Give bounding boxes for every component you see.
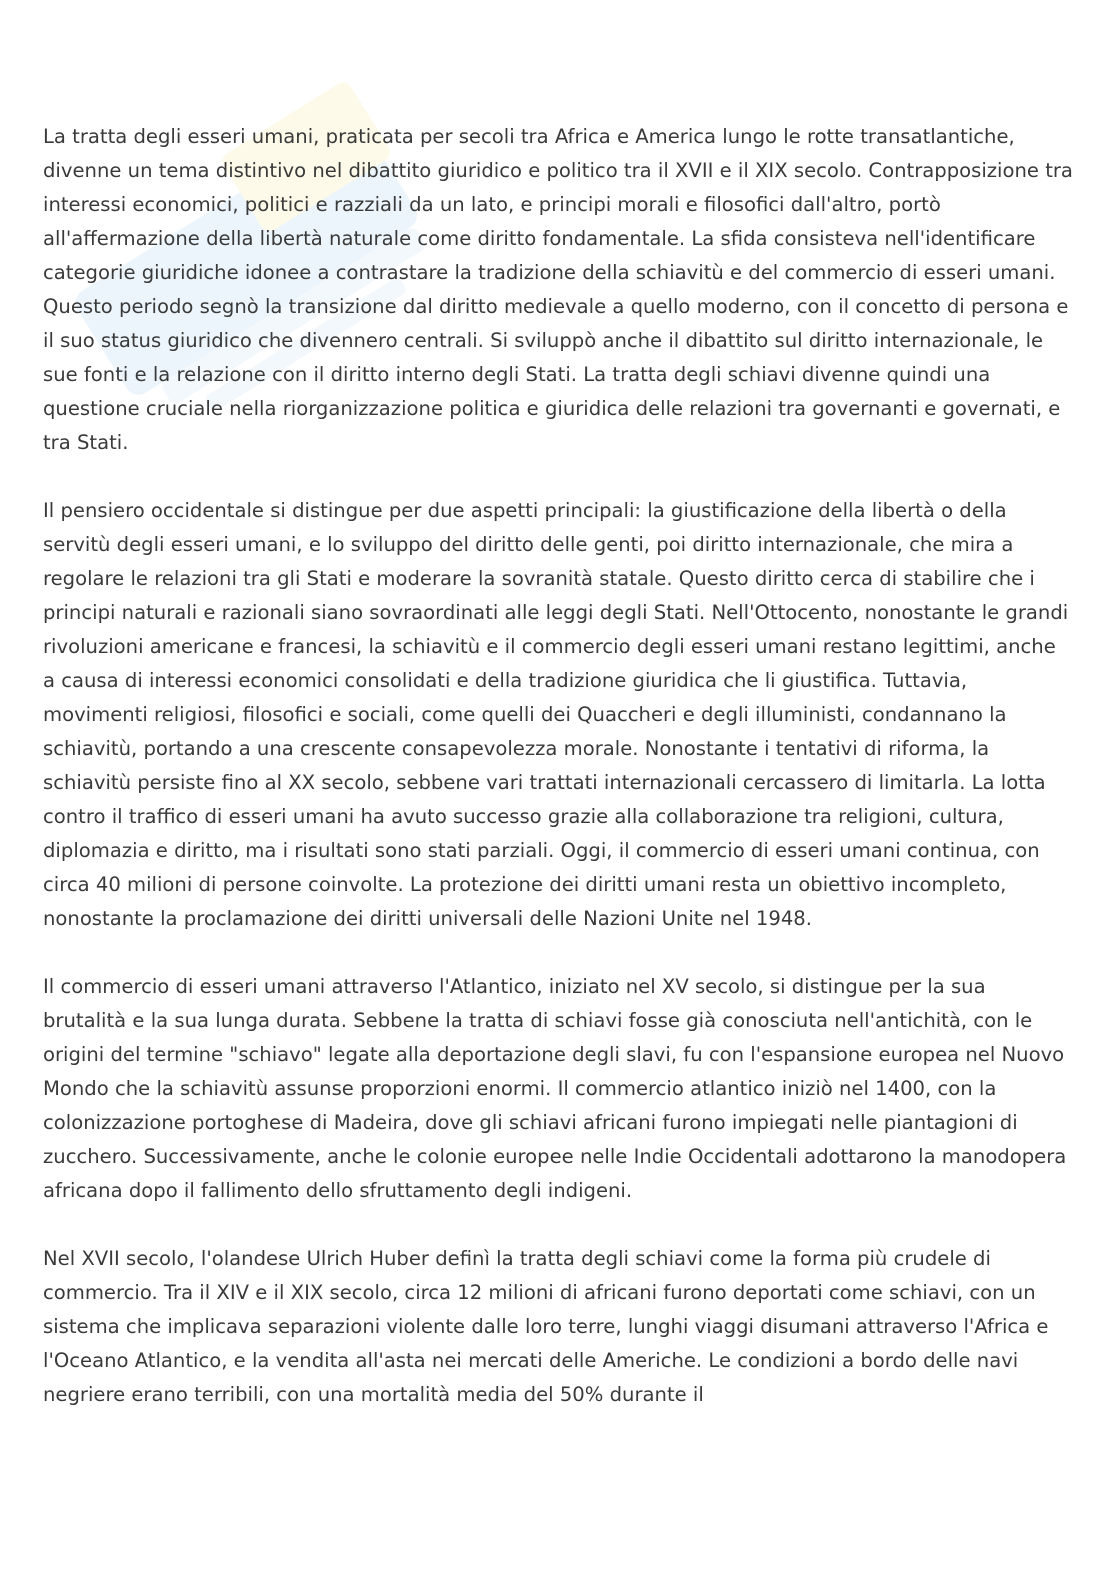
paragraph-2: Il pensiero occidentale si distingue per due aspetti principali: la giustificazione della libertà o della servitù degli esseri umani, e lo sviluppo del diritto delle genti, poi diritto internazionale, che mira a regolare le relazioni tra gli Stati e moderare la sovranità statale. Questo diritto cerca di stabilire che i principi naturali e razionali siano sovraordinati alle leggi degli Stati. Nell'Ottocento, nonostante le grandi rivoluzioni americane e francesi, la schiavitù e il commercio degli esseri umani restano legittimi, anche a causa di interessi economici consolidati e della tradizione giuridica che li giustifica. Tuttavia, movimenti religiosi, filosofici e sociali, come quelli dei Quaccheri e degli illuministi, condannano la schiavitù, portando a una crescente consapevolezza morale. Nonostante i tentativi di riforma, la schiavitù persiste fino al XX secolo, sebbene vari trattati internazionali cercassero di limitarla. La lotta contro il traffico di esseri umani ha avuto successo grazie alla collaborazione tra religioni, cultura, diplomazia e diritto, ma i risultati sono stati parziali. Oggi, il commercio di esseri umani continua, con circa 40 milioni di persone coinvolte. La protezione dei diritti umani resta un obiettivo incompleto, nonostante la proclamazione dei diritti universali delle Nazioni Unite nel 1948.: [43, 499, 1069, 930]
paragraph-4: Nel XVII secolo, l'olandese Ulrich Huber definì la tratta degli schiavi come la forma più crudele di commercio. Tra il XIV e il XIX secolo, circa 12 milioni di africani furono deportati come schiavi, con un sistema che implicava separazioni violente dalle loro terre, lunghi viaggi disumani attraverso l'Africa e l'Oceano Atlantico, e la vendita all'asta nei mercati delle Americhe. Le condizioni a bordo delle navi negriere erano terribili, con una mortalità media del 50% durante il: [43, 1247, 1049, 1406]
paragraph-1: La tratta degli esseri umani, praticata per secoli tra Africa e America lungo le rotte transatlantiche, divenne un tema distintivo nel dibattito giuridico e politico tra il XVII e il XIX secolo. Contrapposizione tra interessi economici, politici e razziali da un lato, e principi morali e filosofici dall'altro, portò all'affermazione della libertà naturale come diritto fondamentale. La sfida consisteva nell'identificare categorie giuridiche idonee a contrastare la tradizione della schiavitù e del commercio di esseri umani. Questo periodo segnò la transizione dal diritto medievale a quello moderno, con il concetto di persona e il suo status giuridico che divennero centrali. Si sviluppò anche il dibattito sul diritto internazionale, le sue fonti e la relazione con il diritto interno degli Stati. La tratta degli schiavi divenne quindi una questione cruciale nella riorganizzazione politica e giuridica delle relazioni tra governanti e governati, e tra Stati.: [43, 125, 1073, 454]
document-body: [43, 120, 1073, 1446]
paragraph-3: Il commercio di esseri umani attraverso l'Atlantico, iniziato nel XV secolo, si distingue per la sua brutalità e la sua lunga durata. Sebbene la tratta di schiavi fosse già conosciuta nell'antichità, con le origini del termine "schiavo" legate alla deportazione degli slavi, fu con l'espansione europea nel Nuovo Mondo che la schiavitù assunse proporzioni enormi. Il commercio atlantico iniziò nel 1400, con la colonizzazione portoghese di Madeira, dove gli schiavi africani furono impiegati nelle piantagioni di zucchero. Successivamente, anche le colonie europee nelle Indie Occidentali adottarono la manodopera africana dopo il fallimento dello sfruttamento degli indigeni.: [43, 975, 1067, 1202]
